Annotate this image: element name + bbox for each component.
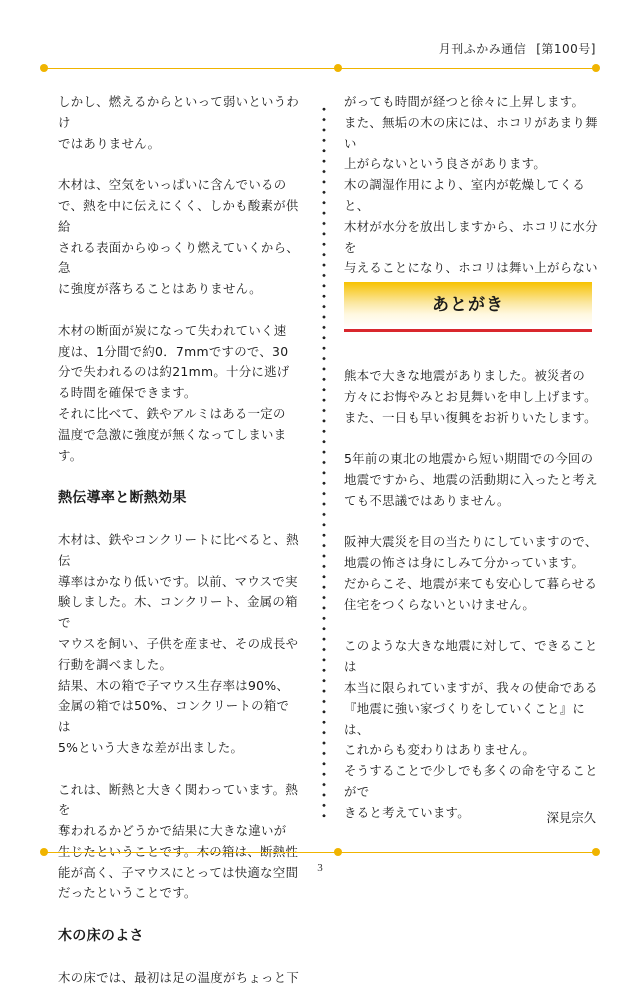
text-line: しかし、燃えるからといって弱いというわけ <box>58 94 300 130</box>
text-line: 上がらないという良さがあります。 <box>344 156 547 172</box>
text-line: で、熱を中に伝えにくく、しかも酸素が供給 <box>58 197 299 234</box>
text-line: 験しました。木、コンクリート、金属の箱で <box>58 594 298 631</box>
signature: 深見宗久 <box>546 810 596 825</box>
text-line: がっても時間が経つと徐々に上昇します。 <box>344 94 585 109</box>
top-rule <box>44 68 596 69</box>
text-line: 奪われるかどうかで結果に大きな違いが <box>58 823 287 839</box>
text-line: 方々にお悔やみとお見舞いを申し上げます。 <box>344 388 597 404</box>
publication-title: 月刊ふかみ通信 <box>438 42 527 56</box>
text-line: 木の調湿作用により、室内が乾燥してくると、 <box>344 177 586 213</box>
bottom-rule <box>44 852 596 853</box>
paragraph <box>58 92 300 154</box>
text-line: マウスを飼い、子供を産ませ、その成長や <box>58 635 299 651</box>
paragraph <box>344 366 600 428</box>
text-line: きると考えています。 <box>344 804 470 820</box>
text-line: 阪神大震災を目の当たりにしていますので、 <box>344 534 598 550</box>
banner-underline <box>344 329 592 332</box>
text-line: 木材は、空気をいっぱいに含んでいるの <box>58 177 287 193</box>
paragraph <box>58 321 300 467</box>
text-line: 生じたということです。木の箱は、断熱性 <box>58 843 299 859</box>
text-line: 地震の怖さは身にしみて分かっています。 <box>344 555 585 571</box>
text-line: このような大きな地震に対して、できることは <box>344 638 598 675</box>
rule-dot <box>334 64 342 72</box>
text-line: 度は、1分間で約0．7mmですので、30 <box>58 343 289 359</box>
issue-number: [第100号] <box>536 42 596 56</box>
text-line: また、無垢の木の床には、ホコリがあまり舞い <box>344 114 598 151</box>
paragraph <box>344 449 600 511</box>
text-line: 結果、木の箱で子マウス生存率は90%、 <box>58 677 290 693</box>
text-line: そうすることで少しでも多くの命を守ることがで <box>344 763 598 799</box>
column-divider <box>322 104 326 824</box>
text-line: 木材は、鉄やコンクリートに比べると、熱伝 <box>58 531 299 568</box>
text-line: 与えることになり、ホコリは舞い上がらない <box>344 260 598 276</box>
text-line: 導率はかなり低いです。以前、マウスで実 <box>58 573 298 589</box>
text-line: 熊本で大きな地震がありました。被災者の <box>344 368 586 383</box>
text-line: これからも変わりはありません。 <box>344 742 536 758</box>
text-line: それに比べて、鉄やアルミはある一定の <box>58 405 286 421</box>
text-line: ではありません。 <box>58 135 161 151</box>
text-line: だったということです。 <box>58 885 197 901</box>
text-line: これは、断熱と大きく関わっています。熱を <box>58 781 299 818</box>
text-line: 本当に限られていますが、我々の使命である <box>344 679 598 695</box>
text-line: 『地震に強い家づくりをしていくこと』には、 <box>344 700 586 737</box>
text-line: に強度が落ちることはありません。 <box>58 281 262 297</box>
paragraph <box>58 968 300 989</box>
paragraph <box>344 532 600 615</box>
text-line: 分で失われるのは約21mm。十分に逃げ <box>58 364 290 380</box>
text-line: 木の床では、最初は足の温度がちょっと下 <box>58 969 300 985</box>
text-line: 温度で急激に強度が無くなってしまいま <box>58 426 287 442</box>
paragraph <box>58 530 300 759</box>
text-line: 木材が水分を放出しますから、ホコリに水分を <box>344 218 598 255</box>
page-number: 3 <box>317 862 323 874</box>
rule-dot <box>592 64 600 72</box>
text-line: だからこそ、地震が来ても安心して暮らせる <box>344 575 598 591</box>
banner-title: あとがき <box>432 295 504 315</box>
section-heading: 木の床のよさ <box>58 928 144 945</box>
text-line: 地震ですから、地震の活動期に入ったと考え <box>344 471 598 487</box>
paragraph <box>58 175 300 300</box>
text-line: ても不思議ではありません。 <box>344 492 510 508</box>
text-line: 木材の断面が炭になって失われていく速 <box>58 322 287 338</box>
text-line: 5年前の東北の地震から短い期間での今回の <box>344 451 594 467</box>
text-line: される表面からゆっくり燃えていくから、急 <box>58 239 299 276</box>
rule-dot <box>40 848 48 856</box>
text-line: る時間を確保できます。 <box>58 385 197 401</box>
paragraph <box>344 636 600 823</box>
rule-dot <box>334 848 342 856</box>
text-line: 行動を調べました。 <box>58 656 173 672</box>
text-line: また、一日も早い復興をお祈りいたします。 <box>344 409 597 425</box>
afterword-text <box>344 366 600 824</box>
text-line: す。 <box>58 447 83 463</box>
left-column <box>58 92 300 989</box>
rule-dot <box>40 64 48 72</box>
text-line: 住宅をつくらないといけません。 <box>344 596 536 612</box>
paragraph <box>58 780 300 905</box>
section-heading: 熱伝導率と断熱効果 <box>58 490 187 507</box>
text-line: 5%という大きな差が出ました。 <box>58 739 244 755</box>
rule-dot <box>592 848 600 856</box>
afterword-banner <box>344 282 592 334</box>
text-line: 能が高く、子マウスにとっては快適な空間 <box>58 864 299 880</box>
text-line: 金属の箱では50%、コンクリートの箱では <box>58 698 290 735</box>
page-header <box>429 40 596 57</box>
